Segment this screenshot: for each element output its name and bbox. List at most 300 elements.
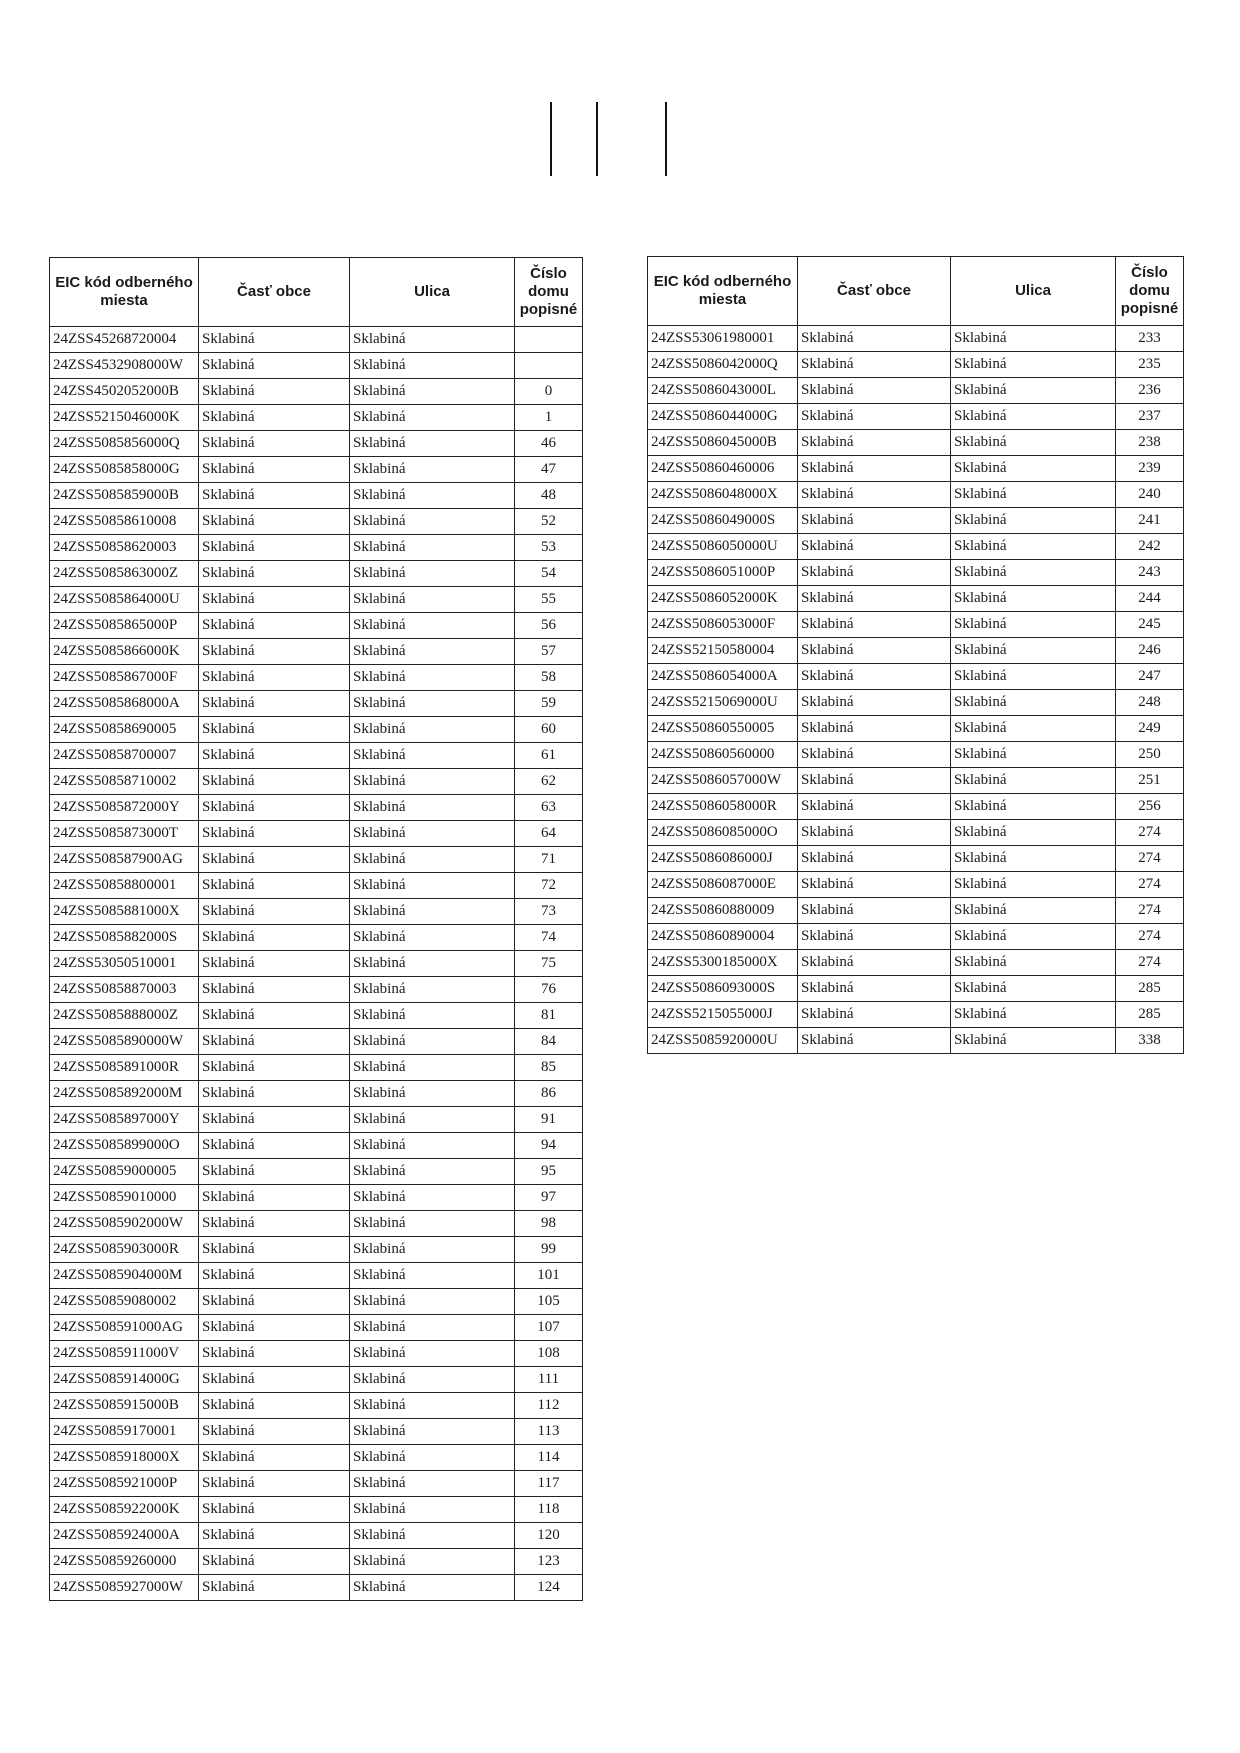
part-cell: Sklabiná [798, 1028, 951, 1054]
house-number-cell: 74 [515, 925, 583, 951]
eic-code-cell: 24ZSS50858870003 [50, 977, 199, 1003]
table-row [50, 353, 583, 379]
table-row [50, 1159, 583, 1185]
registration-mark-1 [550, 102, 552, 176]
part-cell: Sklabiná [199, 1107, 350, 1133]
eic-code-cell: 24ZSS5085915000B [50, 1393, 199, 1419]
house-number-cell: 99 [515, 1237, 583, 1263]
part-cell: Sklabiná [199, 379, 350, 405]
table-row [648, 950, 1184, 976]
header-eic-code: EIC kód odberného miesta [648, 257, 798, 326]
part-cell: Sklabiná [798, 872, 951, 898]
eic-code-cell: 24ZSS5086050000U [648, 534, 798, 560]
street-cell: Sklabiná [951, 924, 1116, 950]
street-cell: Sklabiná [350, 509, 515, 535]
eic-code-cell: 24ZSS4532908000W [50, 353, 199, 379]
table-row [50, 1263, 583, 1289]
part-cell: Sklabiná [199, 1315, 350, 1341]
part-cell: Sklabiná [199, 431, 350, 457]
part-cell: Sklabiná [199, 873, 350, 899]
header-street: Ulica [951, 257, 1116, 326]
street-cell: Sklabiná [350, 353, 515, 379]
street-cell: Sklabiná [951, 976, 1116, 1002]
eic-code-cell: 24ZSS5085858000G [50, 457, 199, 483]
street-cell: Sklabiná [951, 352, 1116, 378]
eic-code-cell: 24ZSS5085903000R [50, 1237, 199, 1263]
street-cell: Sklabiná [951, 820, 1116, 846]
eic-code-cell: 24ZSS50858610008 [50, 509, 199, 535]
part-cell: Sklabiná [199, 1341, 350, 1367]
part-cell: Sklabiná [199, 1393, 350, 1419]
eic-code-cell: 24ZSS50860560000 [648, 742, 798, 768]
street-cell: Sklabiná [350, 483, 515, 509]
house-number-cell: 120 [515, 1523, 583, 1549]
table-row [648, 846, 1184, 872]
part-cell: Sklabiná [798, 638, 951, 664]
house-number-cell: 101 [515, 1263, 583, 1289]
eic-code-cell: 24ZSS4502052000B [50, 379, 199, 405]
street-cell: Sklabiná [951, 742, 1116, 768]
street-cell: Sklabiná [951, 846, 1116, 872]
eic-code-cell: 24ZSS508591000AG [50, 1315, 199, 1341]
table-row [50, 795, 583, 821]
eic-code-cell: 24ZSS5085865000P [50, 613, 199, 639]
house-number-cell: 236 [1116, 378, 1184, 404]
table-row [50, 1081, 583, 1107]
house-number-cell: 245 [1116, 612, 1184, 638]
street-cell: Sklabiná [951, 1028, 1116, 1054]
table-row [50, 977, 583, 1003]
street-cell: Sklabiná [350, 1419, 515, 1445]
house-number-cell: 243 [1116, 560, 1184, 586]
part-cell: Sklabiná [798, 950, 951, 976]
street-cell: Sklabiná [350, 847, 515, 873]
table-row [50, 665, 583, 691]
table-row [50, 509, 583, 535]
part-cell: Sklabiná [798, 482, 951, 508]
part-cell: Sklabiná [798, 534, 951, 560]
street-cell: Sklabiná [350, 873, 515, 899]
part-cell: Sklabiná [199, 1185, 350, 1211]
street-cell: Sklabiná [951, 794, 1116, 820]
eic-code-cell: 24ZSS50858710002 [50, 769, 199, 795]
part-cell: Sklabiná [798, 560, 951, 586]
house-number-cell: 274 [1116, 820, 1184, 846]
house-number-cell: 108 [515, 1341, 583, 1367]
house-number-cell: 48 [515, 483, 583, 509]
eic-code-cell: 24ZSS5085866000K [50, 639, 199, 665]
table-row [648, 976, 1184, 1002]
house-number-cell: 73 [515, 899, 583, 925]
table-row [648, 456, 1184, 482]
table-row [50, 1419, 583, 1445]
table-row [50, 1211, 583, 1237]
house-number-cell: 54 [515, 561, 583, 587]
part-cell: Sklabiná [199, 1497, 350, 1523]
table-row [648, 872, 1184, 898]
street-cell: Sklabiná [350, 1263, 515, 1289]
house-number-cell: 60 [515, 717, 583, 743]
table-row [50, 951, 583, 977]
header-street: Ulica [350, 258, 515, 327]
house-number-cell: 86 [515, 1081, 583, 1107]
table-row [50, 1445, 583, 1471]
eic-code-cell: 24ZSS5085867000F [50, 665, 199, 691]
house-number-cell: 124 [515, 1575, 583, 1601]
house-number-cell: 53 [515, 535, 583, 561]
table-row [50, 1003, 583, 1029]
table-row [648, 560, 1184, 586]
eic-code-cell: 24ZSS5085897000Y [50, 1107, 199, 1133]
part-cell: Sklabiná [199, 1211, 350, 1237]
part-cell: Sklabiná [199, 1445, 350, 1471]
street-cell: Sklabiná [951, 612, 1116, 638]
part-cell: Sklabiná [199, 1523, 350, 1549]
house-number-cell: 105 [515, 1289, 583, 1315]
street-cell: Sklabiná [951, 950, 1116, 976]
table-row [648, 742, 1184, 768]
header-row [648, 257, 1184, 326]
street-cell: Sklabiná [350, 977, 515, 1003]
table-row [648, 664, 1184, 690]
eic-code-cell: 24ZSS5086049000S [648, 508, 798, 534]
street-cell: Sklabiná [951, 898, 1116, 924]
street-cell: Sklabiná [350, 1445, 515, 1471]
house-number-cell: 91 [515, 1107, 583, 1133]
part-cell: Sklabiná [798, 768, 951, 794]
street-cell: Sklabiná [951, 1002, 1116, 1028]
eic-code-cell: 24ZSS5086044000G [648, 404, 798, 430]
table-row [50, 1237, 583, 1263]
table-row [50, 457, 583, 483]
house-number-cell [515, 353, 583, 379]
street-cell: Sklabiná [350, 1341, 515, 1367]
eic-code-cell: 24ZSS5085904000M [50, 1263, 199, 1289]
table-row [648, 534, 1184, 560]
table-row [648, 716, 1184, 742]
house-number-cell: 111 [515, 1367, 583, 1393]
table-row [50, 327, 583, 353]
table-row [648, 820, 1184, 846]
table-row [50, 925, 583, 951]
table-row [50, 1575, 583, 1601]
street-cell: Sklabiná [350, 1549, 515, 1575]
house-number-cell: 250 [1116, 742, 1184, 768]
eic-code-cell: 24ZSS5085873000T [50, 821, 199, 847]
house-number-cell: 248 [1116, 690, 1184, 716]
eic-code-cell: 24ZSS5085920000U [648, 1028, 798, 1054]
part-cell: Sklabiná [199, 1237, 350, 1263]
part-cell: Sklabiná [199, 353, 350, 379]
street-cell: Sklabiná [350, 795, 515, 821]
table-row [50, 1107, 583, 1133]
street-cell: Sklabiná [350, 1211, 515, 1237]
eic-code-cell: 24ZSS50860460006 [648, 456, 798, 482]
street-cell: Sklabiná [350, 925, 515, 951]
part-cell: Sklabiná [199, 457, 350, 483]
part-cell: Sklabiná [798, 898, 951, 924]
street-cell: Sklabiná [951, 508, 1116, 534]
part-cell: Sklabiná [798, 976, 951, 1002]
part-cell: Sklabiná [199, 639, 350, 665]
part-cell: Sklabiná [798, 326, 951, 352]
eic-code-cell: 24ZSS5215069000U [648, 690, 798, 716]
table-row [50, 847, 583, 873]
part-cell: Sklabiná [199, 1471, 350, 1497]
part-cell: Sklabiná [798, 612, 951, 638]
table-row [648, 482, 1184, 508]
header-row [50, 258, 583, 327]
part-cell: Sklabiná [798, 846, 951, 872]
part-cell: Sklabiná [199, 509, 350, 535]
part-cell: Sklabiná [199, 1263, 350, 1289]
eic-code-cell: 24ZSS5085859000B [50, 483, 199, 509]
street-cell: Sklabiná [350, 431, 515, 457]
street-cell: Sklabiná [350, 1185, 515, 1211]
street-cell: Sklabiná [350, 665, 515, 691]
street-cell: Sklabiná [951, 456, 1116, 482]
eic-code-cell: 24ZSS5086093000S [648, 976, 798, 1002]
eic-code-cell: 24ZSS508587900AG [50, 847, 199, 873]
eic-code-cell: 24ZSS5085924000A [50, 1523, 199, 1549]
part-cell: Sklabiná [199, 1055, 350, 1081]
part-cell: Sklabiná [199, 691, 350, 717]
eic-code-cell: 24ZSS5085868000A [50, 691, 199, 717]
street-cell: Sklabiná [350, 1003, 515, 1029]
house-number-cell: 94 [515, 1133, 583, 1159]
table-row [50, 483, 583, 509]
eic-code-cell: 24ZSS5300185000X [648, 950, 798, 976]
table-row [648, 794, 1184, 820]
part-cell: Sklabiná [798, 924, 951, 950]
eic-code-cell: 24ZSS5085872000Y [50, 795, 199, 821]
house-number-cell: 285 [1116, 976, 1184, 1002]
street-cell: Sklabiná [350, 1107, 515, 1133]
part-cell: Sklabiná [798, 430, 951, 456]
table-row [50, 613, 583, 639]
house-number-cell: 61 [515, 743, 583, 769]
table-row [50, 743, 583, 769]
eic-code-cell: 24ZSS5085888000Z [50, 1003, 199, 1029]
part-cell: Sklabiná [199, 665, 350, 691]
table-row [50, 1055, 583, 1081]
house-number-cell: 274 [1116, 872, 1184, 898]
house-number-cell: 285 [1116, 1002, 1184, 1028]
part-cell: Sklabiná [798, 404, 951, 430]
eic-code-cell: 24ZSS5086048000X [648, 482, 798, 508]
eic-code-cell: 24ZSS5085911000V [50, 1341, 199, 1367]
header-part: Časť obce [199, 258, 350, 327]
street-cell: Sklabiná [350, 743, 515, 769]
table-row [648, 508, 1184, 534]
street-cell: Sklabiná [951, 768, 1116, 794]
table-row [50, 1315, 583, 1341]
house-number-cell: 112 [515, 1393, 583, 1419]
street-cell: Sklabiná [350, 587, 515, 613]
house-number-cell: 123 [515, 1549, 583, 1575]
eic-code-cell: 24ZSS5086052000K [648, 586, 798, 612]
part-cell: Sklabiná [798, 352, 951, 378]
street-cell: Sklabiná [350, 1237, 515, 1263]
house-number-cell: 59 [515, 691, 583, 717]
part-cell: Sklabiná [199, 795, 350, 821]
eic-code-cell: 24ZSS5085922000K [50, 1497, 199, 1523]
eic-code-cell: 24ZSS45268720004 [50, 327, 199, 353]
eic-code-cell: 24ZSS50858700007 [50, 743, 199, 769]
house-number-cell: 246 [1116, 638, 1184, 664]
table-row [648, 1028, 1184, 1054]
street-cell: Sklabiná [350, 899, 515, 925]
house-number-cell: 233 [1116, 326, 1184, 352]
eic-code-cell: 24ZSS5086042000Q [648, 352, 798, 378]
eic-code-cell: 24ZSS5085899000O [50, 1133, 199, 1159]
street-cell: Sklabiná [350, 1393, 515, 1419]
house-number-cell: 98 [515, 1211, 583, 1237]
eic-code-cell: 24ZSS5085892000M [50, 1081, 199, 1107]
part-cell: Sklabiná [199, 1029, 350, 1055]
house-number-cell: 274 [1116, 898, 1184, 924]
part-cell: Sklabiná [199, 1159, 350, 1185]
part-cell: Sklabiná [798, 586, 951, 612]
eic-code-cell: 24ZSS5085918000X [50, 1445, 199, 1471]
table-row [50, 1341, 583, 1367]
table-row [50, 1289, 583, 1315]
table-row [50, 379, 583, 405]
house-number-cell: 0 [515, 379, 583, 405]
house-number-cell: 71 [515, 847, 583, 873]
part-cell: Sklabiná [199, 535, 350, 561]
header-eic-code: EIC kód odberného miesta [50, 258, 199, 327]
house-number-cell: 249 [1116, 716, 1184, 742]
table-row [648, 638, 1184, 664]
street-cell: Sklabiná [951, 560, 1116, 586]
house-number-cell: 274 [1116, 950, 1184, 976]
house-number-cell: 81 [515, 1003, 583, 1029]
house-number-cell: 72 [515, 873, 583, 899]
eic-code-cell: 24ZSS5086085000O [648, 820, 798, 846]
street-cell: Sklabiná [951, 690, 1116, 716]
street-cell: Sklabiná [350, 613, 515, 639]
house-number-cell: 46 [515, 431, 583, 457]
table-row [648, 898, 1184, 924]
part-cell: Sklabiná [798, 690, 951, 716]
eic-code-cell: 24ZSS50860890004 [648, 924, 798, 950]
eic-code-cell: 24ZSS5085863000Z [50, 561, 199, 587]
table-row [50, 1471, 583, 1497]
street-cell: Sklabiná [350, 769, 515, 795]
part-cell: Sklabiná [199, 717, 350, 743]
house-number-cell: 113 [515, 1419, 583, 1445]
left-eic-table [49, 257, 583, 1601]
street-cell: Sklabiná [350, 1575, 515, 1601]
table-row [50, 899, 583, 925]
house-number-cell: 57 [515, 639, 583, 665]
street-cell: Sklabiná [350, 379, 515, 405]
eic-code-cell: 24ZSS50860880009 [648, 898, 798, 924]
house-number-cell: 1 [515, 405, 583, 431]
street-cell: Sklabiná [951, 586, 1116, 612]
house-number-cell: 58 [515, 665, 583, 691]
part-cell: Sklabiná [798, 378, 951, 404]
eic-code-cell: 24ZSS52150580004 [648, 638, 798, 664]
eic-code-cell: 24ZSS50859080002 [50, 1289, 199, 1315]
part-cell: Sklabiná [798, 1002, 951, 1028]
house-number-cell: 274 [1116, 846, 1184, 872]
table-row [50, 1029, 583, 1055]
street-cell: Sklabiná [350, 405, 515, 431]
part-cell: Sklabiná [199, 1549, 350, 1575]
registration-mark-3 [665, 102, 667, 176]
street-cell: Sklabiná [350, 821, 515, 847]
table-row [648, 378, 1184, 404]
eic-code-cell: 24ZSS5086057000W [648, 768, 798, 794]
part-cell: Sklabiná [199, 561, 350, 587]
part-cell: Sklabiná [199, 1289, 350, 1315]
eic-code-cell: 24ZSS5086086000J [648, 846, 798, 872]
part-cell: Sklabiná [798, 508, 951, 534]
eic-code-cell: 24ZSS50858620003 [50, 535, 199, 561]
part-cell: Sklabiná [199, 1081, 350, 1107]
table-row [50, 717, 583, 743]
eic-code-cell: 24ZSS5085864000U [50, 587, 199, 613]
house-number-cell: 97 [515, 1185, 583, 1211]
street-cell: Sklabiná [350, 639, 515, 665]
house-number-cell: 256 [1116, 794, 1184, 820]
table-row [50, 1393, 583, 1419]
header-house-number: Číslo domu popisné [515, 258, 583, 327]
house-number-cell: 107 [515, 1315, 583, 1341]
street-cell: Sklabiná [350, 1497, 515, 1523]
street-cell: Sklabiná [951, 404, 1116, 430]
part-cell: Sklabiná [199, 977, 350, 1003]
table-row [50, 873, 583, 899]
eic-code-cell: 24ZSS50859000005 [50, 1159, 199, 1185]
table-row [50, 1497, 583, 1523]
house-number-cell: 241 [1116, 508, 1184, 534]
table-row [50, 691, 583, 717]
eic-code-cell: 24ZSS5215055000J [648, 1002, 798, 1028]
eic-code-cell: 24ZSS50860550005 [648, 716, 798, 742]
part-cell: Sklabiná [199, 1133, 350, 1159]
street-cell: Sklabiná [350, 1081, 515, 1107]
house-number-cell: 240 [1116, 482, 1184, 508]
table-row [648, 1002, 1184, 1028]
part-cell: Sklabiná [199, 1367, 350, 1393]
house-number-cell: 338 [1116, 1028, 1184, 1054]
street-cell: Sklabiná [951, 638, 1116, 664]
header-part: Časť obce [798, 257, 951, 326]
street-cell: Sklabiná [951, 664, 1116, 690]
table-row [50, 1133, 583, 1159]
part-cell: Sklabiná [199, 899, 350, 925]
part-cell: Sklabiná [199, 587, 350, 613]
eic-code-cell: 24ZSS50858800001 [50, 873, 199, 899]
house-number-cell: 242 [1116, 534, 1184, 560]
table-row [50, 769, 583, 795]
table-row [50, 431, 583, 457]
street-cell: Sklabiná [350, 1367, 515, 1393]
house-number-cell: 114 [515, 1445, 583, 1471]
street-cell: Sklabiná [350, 535, 515, 561]
table-row [50, 535, 583, 561]
house-number-cell: 84 [515, 1029, 583, 1055]
house-number-cell: 274 [1116, 924, 1184, 950]
street-cell: Sklabiná [350, 691, 515, 717]
part-cell: Sklabiná [798, 742, 951, 768]
street-cell: Sklabiná [350, 1159, 515, 1185]
table-row [50, 587, 583, 613]
part-cell: Sklabiná [199, 1575, 350, 1601]
